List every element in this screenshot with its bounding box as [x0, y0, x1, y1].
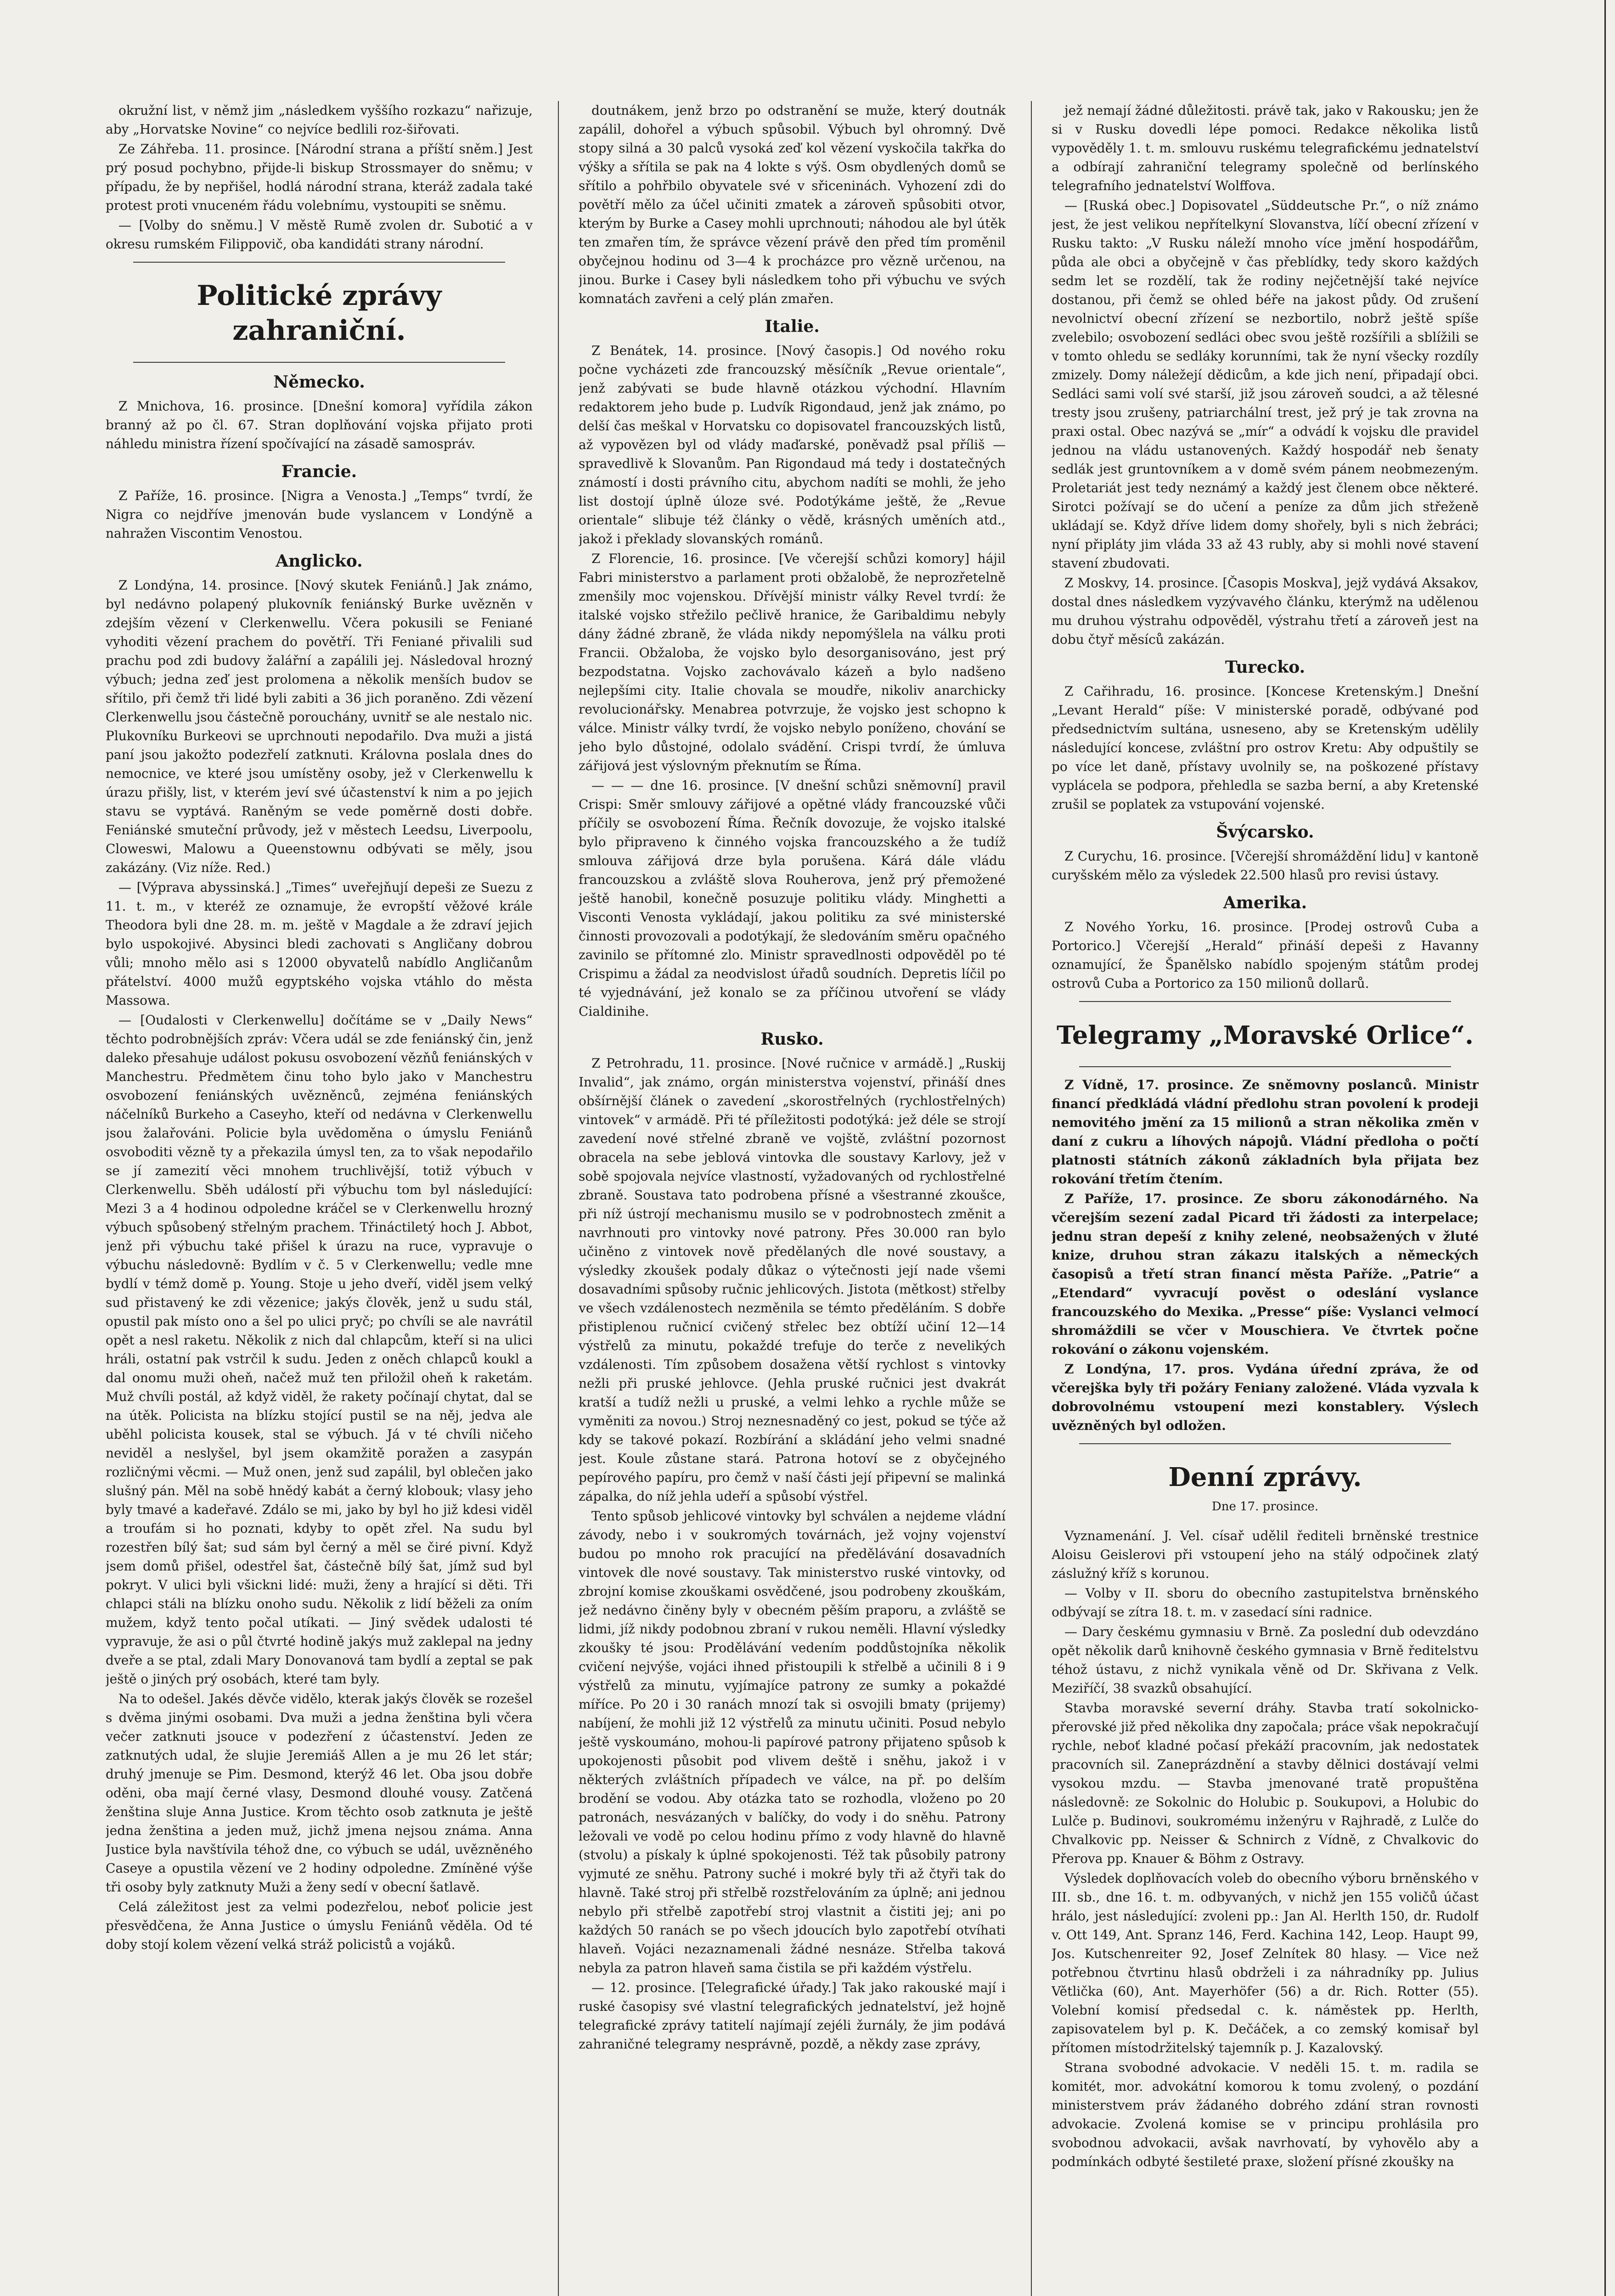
- divider: [1079, 1001, 1451, 1002]
- heading-anglicko: Anglicko.: [276, 551, 363, 571]
- article-paragraph: Z Vídně, 17. prosince. Ze sněmovny poslanců. Ministr financí předkládá vládní předlohu stran povolení k prodeji nemovitého jmění za 15 milionů a stran několika změn v daní z cukru a líhových nápojů. Vládní předloha o počtí platnosti státních zákonů základních byla přijata bez rokování třetím čtením.: [1052, 1077, 1479, 1187]
- articles-telegrams: [1052, 1075, 1479, 1435]
- article-paragraph: Vyznamenání. J. Vel. císař udělil řediteli brněnské trestnice Aloisu Geislerovi při vstoupení jeho na stálý odpočinek zlatý záslužný kříž s korunou.: [1052, 1528, 1479, 1581]
- divider: [1079, 1443, 1451, 1444]
- article-paragraph: Z Cařihradu, 16. prosince. [Koncese Kretenským.] Dnešní „Levant Herald“ píše: V ministerské poradě, odbývané pod předsednictvím sultána, usneseno, aby se Kretenským udělily následující koncese, zvláštní pro ostrov Kretu: Aby odpuštily se po více let daně, přístavy uvolnily se, na poškozené přístavy vyplácela se podpora, přehledla se sazba berní, a aby Kretenské zrušil se poplatek za vstupování vojenské.: [1052, 684, 1479, 812]
- article-paragraph: Celá záležitost jest za velmi podezřelou, neboť policie jest přesvědčena, že Anna Justice o úmyslu Feniánů věděla. Od té doby stojí kolem vězení velká stráž policistů a vojáků.: [106, 1899, 533, 1952]
- column-3: [1052, 101, 1479, 2296]
- article-paragraph: Z Mnichova, 16. prosince. [Dnešní komora] vyřídila zákon branný až po čl. 67. Stran doplňování vojska přijato proti náhledu ministra řízení spočívající na zásadě samospráv.: [106, 399, 533, 451]
- article-paragraph: — [Oudalosti v Clerkenwellu] dočítáme se v „Daily News“ těchto podrobnějších zpráv: Včera udál se zde feniánský čin, jenž daleko přesahuje událost pokusu osvobození vězňů feniánských v Manchestru. Předmětem činu toho bylo jako v Manchestru osvobození feniánských uvězněnců, zejména feniánských náčelníků Burkeho a Caseyho, kteří od nedávna v Clerkenwellu jsou žalařováni. Policie byla uvědoměna o úmyslu Feniánů osvoboditi vězně ty a překazila úmysl ten, za to však nepodařilo se jí zamezití věci mnohem truchlivější, totiž výbuch v Clerkenwellu. Sběh událostí při výbuchu tom byl následující: Mezi 3 a 4 hodinou odpoledne kráčel se v Clerkenwellu hrozný výbuch spůsobený střelným prachem. Třináctiletý hoch J. Abbot, jenž při výbuchu také přišel k úrazu na ruce, vypravuje o výbuchu následovně: Bydlím v č. 5 v Clerkenwellu; vedle mne bydlí v témž domě p. Young. Stoje u jeho dveří, viděl jsem velký sud přistavený ke zdi vězenice; jakýs člověk, jenž u sudu stál, opustil pak místo ono a šel po ulici pryč; po chvíli se ale navrátil opět a nesl raketu. Několik z nich dal chlapcům, kteří si na ulici hráli, ostatní pak vstrčil k sudu. Jeden z oněch chlapců koukl a dal onomu muži oheň, načež muž ten přiložil oheň k raketám. Muž chvíli postál, až když viděl, že rakety počínají chytat, dal se na útěk. Policista na blízku stojící pustil se na něj, jedva ale uběhl policista kousek, stal se výbuch. Já v té chvíli ničeho neviděl a neslyšel, byl jsem okamžitě poražen a zasypán rozličnými věcmi. — Muž onen, jenž sud zapálil, byl oblečen jako slušný pán. Měl na sobě hnědý kabát a černý klobouk; vlasy jeho byly tmavé a kadeřavé. Zdálo se mi, jako by byl ho již kdesi viděl a troufám si ho poznati, kdyby to opět zřel. Na sudu byl rozestřen bílý šat; sud sám byl černý a měl se čiré pivní. Když jsem domů přišel, odestřel šat, částečně bílý šat, jímž sud byl pokryt. V ulici byli všickni lidé: muži, ženy a hrající si děti. Tři chlapci stáli na blízku onoho sudu. Několik z lidí běželi za oním mužem, když tento počal utíkati. — Jiný svědek udalosti té vypravuje, že asi o půl čtvrté hodině jakýs muž zaklepal na jedny dveře a se ptal, zdali Mary Donovanová tam bydlí a zeptal se pak ještě o jiných prý osobách, které tam byly.: [106, 1013, 533, 1687]
- col1-intro: [106, 101, 533, 253]
- articles-nemecko: [106, 397, 533, 453]
- section-title-daily-news: Denní zprávy.: [1168, 1462, 1362, 1492]
- article-paragraph: jež nemají žádné důležitosti. právě tak, jako v Rakousku; jen že si v Rusku dovedli lépe pomoci. Redakce několika listů vypověděly 1. t. m. smlouvu ruskému telegrafickému jednatelství a odbírají zahraniční telegramy společně od berlínského telegrafního jednatelství Wolffova.: [1052, 103, 1479, 193]
- column-rule: [558, 101, 559, 2296]
- articles-anglicko: [106, 576, 533, 1954]
- heading-svycarsko: Švýcarsko.: [1216, 822, 1314, 842]
- heading-rusko: Rusko.: [760, 1030, 824, 1049]
- article-paragraph: Stavba moravské severní dráhy. Stavba tratí sokolnicko-přerovské již před několika dny započala; práce však nepokračují rychle, neboť kladné počasí překáží pracovním, jak nedostatek pracovních sil. Zaneprázdnění a stavby dělnici dostávají velmi vysokou mzdu. — Stavba jmenované tratě propuštěna následovně: ze Sokolnic do Holubic p. Soukupovi, a Holubic do Lulče p. Budinovi, soukromému inženýru v Rajhradě, z Lulče do Chvalkovic pp. Neisser & Schnirch z Vídně, z Chvalkovic do Přerova pp. Knauer & Böhm z Ostravy.: [1052, 1700, 1479, 1866]
- divider: [133, 262, 505, 263]
- articles-svycarsko: [1052, 847, 1479, 884]
- article-paragraph: Strana svobodné advokacie. V neděli 15. t. m. radila se komitét, mor. advokátní komorou k tomu zvolený, o pozdání ministerstvem práv žádaného dobrého zdání stran rovnosti advokacie. Zvolená komise se v principu prohlásila pro svobodnou advokacii, avšak navrhovatí, by vyhovělo aby a podmínkách odbyté šestileté praxe, složení přísné zkoušky na: [1052, 2060, 1479, 2169]
- col2-intro: [579, 101, 1006, 308]
- section-title-telegrams: Telegramy „Moravské Orlice“.: [1057, 1020, 1474, 1050]
- article-paragraph: Z Benátek, 14. prosince. [Nový časopis.] Od nového roku počne vycházeti zde francouzský měsíčník „Revue orientale“, jenž zabývati se bude hlavně otázkou východní. Hlavním redaktorem jeho bude p. Ludvík Rigondaud, jenž jak známo, po delší čas meškal v Horvatsku co dopisovatel francouzských listů, až vypovězen byl od vlády maďarské, poněvadž psal příliš — spravedlivě k Slovanům. Pan Rigondaud má tedy i dostatečných známostí i dosti právního citu, abychom nadíti se mohli, že jeho list dostojí úplně úloze své. Podotýkáme ještě, že „Revue orientale“ slibuje též články o vědě, krásných uměních atd., jakož i překlady slovanských románů.: [579, 343, 1006, 546]
- article-paragraph: — 12. prosince. [Telegrafické úřady.] Tak jako rakouské mají i ruské časopisy své vlastní telegrafických jednatelství, jež hojně telegrafické zprávy tatitelí najímají zejéli žurnály, že jim podává zahraničné telegramy nesprávně, pozdě, a někdy zase zprávy,: [579, 1980, 1006, 2052]
- articles-daily-news: [1052, 1526, 1479, 2171]
- articles-turecko: [1052, 682, 1479, 814]
- article-paragraph: Z Petrohradu, 11. prosince. [Nové ručnice v armádě.] „Ruskij Invalid“, jak známo, orgán ministerstva vojenství, přináší dnes obšírnější článek o zavedení „skorostřelných (rychlostřelných) vintovek“ v armádě. Při té příležitosti podotýká: jež déle se strojí zavedení nové střelné zbraně ve vojště, zvláštní pozornost obracela na sebe jeblová vintovka dle soustavy Karlovy, jež v sobě spojovala nejvíce vlastností, vyžadovaných od rychlostřelné zbraně. Soustava tato podrobena přísné a všestranné zkoušce, při níž ústrojí mechanismu musilo se v podrobnostech změnit a navrhnouti pro vintovky nové patrony. Přes 30.000 ran bylo učiněno z vintovek nově předělaných dle nové soustavy, a výsledky zkoušek podaly důkaz o výtečnosti její nade všemi dosavadními spůsoby ručnic jehlicových. Jistota (mětkost) střelby ve všech vzdálenostech nezměnila se témto předěláním. S dobře přistiplenou ručnicí cvičený střelec bez obtíží učiní 12—14 výstřelů za minutu, pokaždé trefuje do terče z nevelikých vzdálenosti. Tím způsobem dosažena větší rychlost s vintovky nežli při pruské jehlovce. (Jehla pruské ručnici jest dvakrát kratší a tudíž nežli u pruské, a velmi lehko a rychle může se vyměniti za novou.) Stroj neznesnaděný co jest, pokud se týče až kdy se takové pokazí. Rozbírání a skládání jeho velmi snadné jest. Koule zůstane stará. Patrona hotoví se z obyčejného pepírového papíru, pro čemž v naší části její připevní se malinká zápalka, do níž jehla udeří a spůsobí výstřel.: [579, 1056, 1006, 1504]
- article-paragraph: Z Curychu, 16. prosince. [Včerejší shromáždění lidu] v kantoně curyšském mělo za výsledek 22.500 hlasů pro revisi ústavy.: [1052, 849, 1479, 883]
- article-paragraph: Z Paříže, 17. prosince. Ze sboru zákonodárného. Na včerejším sezení zadal Picard tři žádosti za interpelace; jednu stran depeší z knihy zelené, neobsažených v žluté knize, druhou stran zákazu italských a německých časopisů a třetí stran financí města Paříže. „Patrie“ a „Etendard“ vyvracují pověst o odeslání vyslance francouzského do Mexika. „Presse“ píše: Vyslanci velmocí shromáždili se včer v Mouschiera. Ve čtvrtek počne rokování o zákonu vojenském.: [1052, 1191, 1479, 1357]
- article-paragraph: — [Ruská obec.] Dopisovatel „Süddeutsche Pr.“, o níž známo jest, že jest velikou nepřítelkyní Slovanstva, líčí obecní zřízení v Rusku takto: „V Rusku náleží mnoho více jmění hospodářům, půda ale obci a obyčejně v čas přeblídky, tedy skoro každých sedm let se rozdělí, tak že rodiny nejčetnější také nejvíce dostanou, při čemž se ohled béře na jakost půdy. Od zrušení nevolnictví obecní zřízení se nezbortilo, nobrž ještě spíše zvelebilo; osvobození sedláci obec svou ještě rozšířili a sblížili se v tomto ohledu se sedláky korunními, tak že nyní všecky rozdíly zmizely. Domy náležejí dědicům, a kde jich není, připadají obci. Sedláci sami volí své starší, již jsou zároveň soudci, a až tělesné tresty jsou zrušeny, patriarchální trest, jež prý je tak zrovna na praxi ostal. Obec nazývá se „mír“ a odvádí k vojsku dle pravidel jednou na vládu ustanovených. Každý hospodář neb šenaty sedlák jest gruntovníkem a v domě svém pánem neobmezeným. Proletariát jest tedy neznámý a každý jest členem obce některé. Sirotci požívají se do učení a peníze za dům jich střeženě ukládají se. Když dříve lidem domy shořely, byli s nich žebráci; nyní připláty jim vláda 33 až 43 rubly, aby si mohli nové stavení stavení zbudovati.: [1052, 198, 1479, 571]
- article-paragraph: Z Florencie, 16. prosince. [Ve včerejší schůzi komory] hájil Fabri ministerstvo a parlament proti obžalobě, že neprozřetelně zmenšily moc vojenskou. Dřívější ministr války Revel tvrdí: že italské vojsko střežilo pečlivě hranice, že Garibaldimu nebyly dány žádné zbraně, že vláda nikdy nepomýšlela na válku proti Francii. Obžaloba, že vojsko bylo desorganisováno, jest prý bezpodstatna. Vojsko zachovávalo kázeň a bylo nadšeno nejlepšími city. Italie chovala se moudře, nikoliv anarchicky revolucionářsky. Menabrea potvrzuje, že vojsko jest schopno k válce. Ministr války tvrdí, že vojsko nebylo poníženo, chování se jeho bylo důstojné, odolalo svádění. Crispi tvrdí, že úmluva zářijová jest výslovným překnutím se Říma.: [579, 551, 1006, 773]
- articles-francie: [106, 486, 533, 543]
- article-paragraph: — [Výprava abyssinská.] „Times“ uveřejňují depeši ze Suezu z 11. t. m., v kteréž ze oznamuje, že evropští věžové krále Theodora byli dne 28. m. m. ještě v Magdale a že zdraví jejich bylo uspokojivé. Abysinci bledi zachovati s Angličany dobrou vůli; mnoho mělo asi s 12000 obyvatelů nabídlo Angličanům přátelství. 4000 mužů egyptského vojska vtáhlo do města Massowa.: [106, 880, 533, 1008]
- heading-italie: Italie.: [765, 317, 820, 336]
- article-paragraph: Z Londýna, 17. pros. Vydána úřední zpráva, že od včerejška byly tři požáry Feniany založené. Vláda vyzvala k dobrovolnému vstoupení mezi konstablery. Výslech uvězněných byl odložen.: [1052, 1362, 1479, 1433]
- article-paragraph: Na to odešel. Jakés děvče vidělo, kterak jakýs člověk se rozešel s dvěma jinými osobami. Dva muži a jedna ženština byli včera večer zatknuti jsouce v podezření z účastenství. Jeden ze zatknutých udal, že slujie Jeremiáš Allen a je mu 26 let stár; druhý jmenuje se Pim. Desmond, kterýž 46 let. Oba jsou dobře oděni, oba mají černé vlasy, Desmond dlouhé vousy. Zatčená ženština sluje Anna Justice. Krom těchto osob zatknuta je ještě jedna ženština a jeden muž, jichž jmena nejsou známa. Anna Justice byla navštívila téhož dne, co výbuch se udál, uvězněného Caseye a opustila vězení ve 2 hodiny odpoledne. Zmíněné výše tři osoby byly zatknuty Muži a ženy sedí v obecní šatlavě.: [106, 1691, 533, 1895]
- heading-amerika: Amerika.: [1223, 893, 1307, 912]
- section-title-foreign-politics: Politické zprávy zahraniční.: [197, 280, 442, 347]
- heading-nemecko: Německo.: [273, 372, 365, 392]
- article-paragraph: Ze Záhřeba. 11. prosince. [Národní strana a příští sněm.] Jest prý posud pochybno, přijde-li biskup Strossmayer do sněmu; v případu, že by nepřišel, hodlá národní strana, kteráž zadala také protest proti vnuceném řádu volebnímu, vystoupiti se sněmu.: [106, 141, 533, 213]
- col3-intro: [1052, 101, 1479, 649]
- articles-italie: [579, 341, 1006, 1021]
- newspaper-page: [106, 101, 1483, 2296]
- heading-francie: Francie.: [281, 462, 357, 481]
- article-paragraph: Z Nového Yorku, 16. prosince. [Prodej ostrovů Cuba a Portorico.] Včerejší „Herald“ přináší depeši z Havanny oznamující, že Španělsko nabídlo spojeným státům prodej ostrovů Cuba a Portorico za 150 milionů dollarů.: [1052, 919, 1479, 991]
- article-paragraph: — — — dne 16. prosince. [V dnešní schůzi sněmovní] pravil Crispi: Směr smlouvy zářijové a opětné vlády francouzské vůči příčily se osvobození Říma. Řečník dovozuje, že vojsko italské bylo připraveno k činného vojska francouzského a že tudíž smlouva zářijová drze byla porušena. Kárá dále vládu francouzskou a zvláště slova Rouherova, jenž prý přemožené ještě hanobil, konečně posuzuje politiku vlády. Minghetti a Visconti Venosta vykládají, jakou politiku za své ministerské činnosti provozovali a podotýkají, že sledováním směru opačného zavinilo se přítomné zlo. Ministr spravedlnosti odpověděl po té Crispimu a žádal za neodvislost úřadů soudních. Depretis líčil po té vyjednávání, jež konalo se za příčinou utvoření se vlády Cialdinihe.: [579, 778, 1006, 1019]
- article-paragraph: Z Paříže, 16. prosince. [Nigra a Venosta.] „Temps“ tvrdí, že Nigra co nejdříve jmenován bude vyslancem v Londýně a nahražen Viscontim Venostou.: [106, 488, 533, 541]
- heading-turecko: Turecko.: [1225, 658, 1306, 677]
- article-paragraph: Z Moskvy, 14. prosince. [Časopis Moskva], jejž vydává Aksakov, dostal dnes následkem vyzývavého článku, kterýmž na udělenou mu druhou výstrahu odpověděl, výstrahu třetí a zároveň jest na dobu čtyř měsíců zakázán.: [1052, 575, 1479, 647]
- articles-amerika: [1052, 917, 1479, 993]
- article-paragraph: okružní list, v němž jim „následkem vyššího rozkazu“ nařizuje, aby „Horvatske Novine“ co nejvíce bedlili roz-šiřovati.: [106, 103, 533, 137]
- column-rule: [1031, 101, 1032, 2296]
- column-1: [106, 101, 533, 2296]
- daily-news-date: Dne 17. prosince.: [1211, 1500, 1319, 1514]
- page-edge: [1604, 0, 1606, 2296]
- article-paragraph: Tento spůsob jehlicové vintovky byl schválen a nejdeme vládní závody, nebo i v soukromých továrnách, jež vojny vojenství budou po mnoho rok pracující na předělávání dosavadních vintovek dle nové soustavy. Tak ministerstvo ruské vintovky, od zbrojní komise zkouškami osvědčené, jsou podrobeny zkouškám, jež nedávno činěny byly v obecném pěším praporu, a zvláště se lidmi, jíž nikdy podobnou zbraní v rukou neměli. Hlavní výsledky zkoušky té jsou: Prodělávání vedením poddůstojníka několik cvičení nejvýše, vojáci ihned přistoupili k střelbě a učinili 8 i 9 výstřelů za minutu, vyjímajíce patrony ze sumky a pokaždé míříce. Po 20 i 30 ranách mnozí tak si osvojili bmaty (prijemy) nabíjení, že mohli již 12 výstřelů za minutu učiniti. Posud nebylo ještě vyskoumáno, mohou-li papírové patrony přijateno spůsob k upokojenosti působit pod vlivem deště i sněhu, jakož i v některých zvláštních případech ve válce, na př. po delším brodění se vodou. Aby otázka tato se rozhodla, vloženo po 20 patronách, nesvázaných v balíčky, do vody i do sněhu. Patrony ležovali ve vodě po celou hodinu přímo z vody hlavně do hlavně (stvolu) a pískaly k úplné spokojenosti. Též tak působily patrony vyjmuté ze sněhu. Patrony suché i mokré byly tři až čtyři tak do hlavně. Také stroj při střelbě rozstřelováním za úplně; ani jednou nebylo při střelbě zapotřebí stroj vlastnit a čistiti jej; ani po každých 50 ranách se po všech jdoucích bylo zapotřebí otvíhati hlaveň. Vojáci nezaznamenali žádné nesnáze. Střelba taková nebyla za patron hlaveň sama čistila se při každém výstřelu.: [579, 1508, 1006, 1975]
- article-paragraph: — Dary českému gymnasiu v Brně. Za poslední dub odevzdáno opět několik darů knihovně českého gymnasia v Brně ředitelstvu téhož ústavu, z nichž vynikala věně od Dr. Skřivana z Velk. Meziříčí, 38 svazků obsahující.: [1052, 1624, 1479, 1696]
- article-paragraph: — Volby v II. sboru do obecního zastupitelstva brněnského odbývají se zítra 18. t. m. v zasedací síni radnice.: [1052, 1586, 1479, 1620]
- divider: [1079, 1066, 1451, 1067]
- articles-rusko: [579, 1054, 1006, 2054]
- article-paragraph: doutnákem, jenž brzo po odstranění se muže, který doutnák zapálil, dohořel a výbuch spůsobil. Výbuch byl ohromný. Dvě stopy silná a 30 palců vysoká zeď kol vězení vyskočila takřka do výšky a sřítila se pak na 4 lokte s výš. Osm obydlených domů se sřítilo a pohřbilo obyvatele své v sřiceninách. Vyhození zdi do povětří mělo za účel učiniti zmatek a zároveň spůsobiti otvor, kterým by Burke a Casey mohli uprchnouti; náhodou ale byl útěk ten zmařen tím, že správce vězení právě den před tím proměnil obyčejnou hodinu od 3—4 k procházce pro vězně určenou, na jinou. Burke i Casey byli následkem toho při výbuchu ve svých komnatách zavřeni a celý plán zmařen.: [579, 103, 1006, 306]
- divider: [133, 362, 505, 363]
- column-2: [579, 101, 1006, 2296]
- article-paragraph: Výsledek doplňovacích voleb do obecního výboru brněnského v III. sb., dne 16. t. m. odbyvaných, v nichž jen 155 voličů účast hrálo, jest následující: zvoleni pp.: Jan Al. Herlth 150, dr. Rudolf v. Ott 149, Ant. Spranz 146, Ferd. Kachina 142, Leop. Haupt 99, Jos. Kutschenreiter 92, Josef Zelnítek 80 hlasy. — Vice než potřebnou čtvrtinu hlasů obdrželi i za náhradníky pp. Julius Větlička (60), Ant. Mayerhöfer (56) a dr. Rich. Rotter (55). Volební komisí předsedal c. k. náměstek pp. Herlth, zapisovatelem byl p. K. Dečáček, a co zemský komisař byl přítomen místodržitelský tajemník p. J. Kazalovský.: [1052, 1871, 1479, 2055]
- article-paragraph: Z Londýna, 14. prosince. [Nový skutek Feniánů.] Jak známo, byl nedávno polapený plukovník feniánský Burke uvězněn v zdejším vězení v Clerkenwellu. Včera pokusili se Feniané vyhoditi vězení prachem do povětří. Tři Feniané přivalili sud prachu pod zdi budovy žalářní a zapálili jej. Následoval hrozný výbuch; jedna zeď jest prolomena a několik menších budov se sřítilo, při čemž tři lidé byli zabiti a 36 jich poraněno. Zdi vězení Clerkenwellu jsou částečně porouchány, uvnitř se ale nestalo nic. Plukovníku Burkeovi se uprchnouti nepodařilo. Dva muži a jistá paní jsou jakožto podezřelí zatknuti. Královna poslala dnes do nemocnice, ve které jsou umístěny osoby, jež v Clerkenwellu k úrazu přišly, list, v kterém jeví své účastenství k nim a po jejich stavu se vyptává. Raněným se vede poměrně dosti dobře. Feniánské smuteční průvody, jež v městech Leedsu, Liverpoolu, Cloweswi, Malowu a Queenstownu odbývati se měly, jsou zakázány. (Viz níže. Red.): [106, 578, 533, 875]
- article-paragraph: — [Volby do sněmu.] V městě Rumě zvolen dr. Subotić a v okresu rumském Filippovič, oba kandidáti strany národní.: [106, 218, 533, 252]
